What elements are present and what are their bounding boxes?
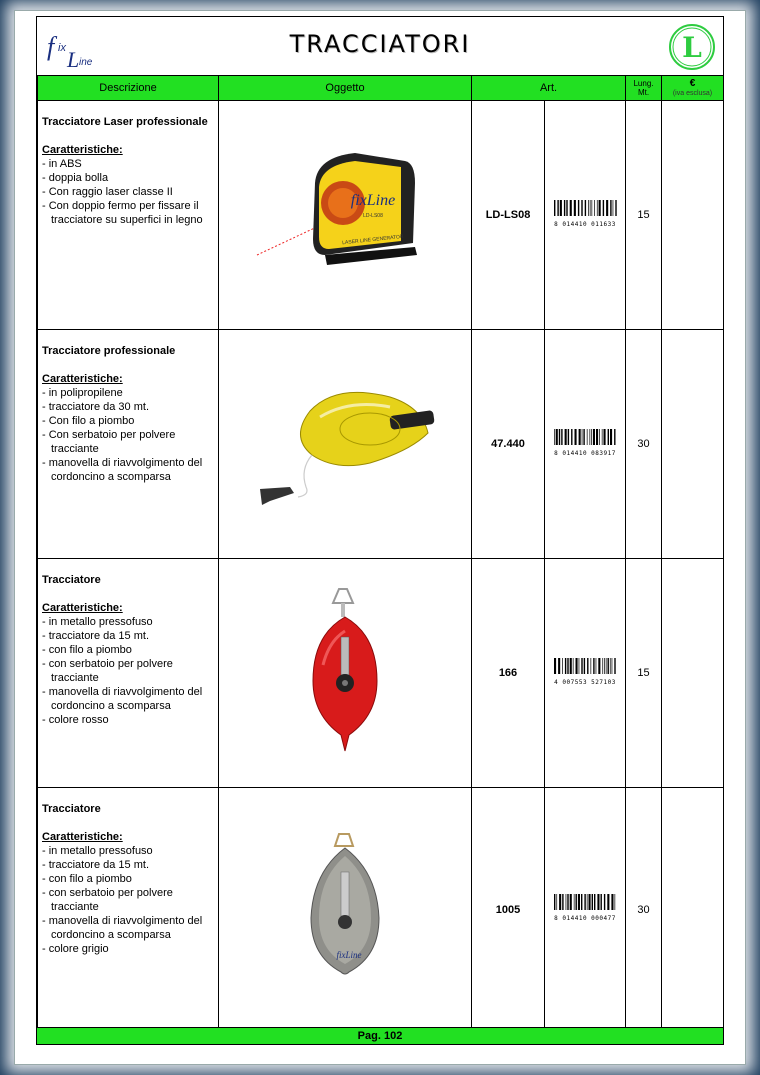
- red-chalk-line-image: [305, 585, 385, 757]
- feature-item: - Con serbatoio per polvere tracciante: [42, 428, 214, 456]
- svg-text:ine: ine: [79, 57, 93, 68]
- length-value: 30: [626, 788, 662, 1032]
- feature-item: - tracciatore da 15 mt.: [42, 629, 214, 643]
- product-name: Tracciatore: [42, 574, 101, 586]
- product-description: [38, 559, 219, 788]
- feature-item: - Con raggio laser classe II: [42, 185, 214, 199]
- product-name: Tracciatore: [42, 803, 101, 815]
- features-label: Caratteristiche:: [42, 373, 123, 385]
- svg-text:fixLine: fixLine: [336, 950, 362, 960]
- barcode: [552, 429, 618, 457]
- table-row: [38, 330, 724, 559]
- barcode-cell: [545, 559, 626, 788]
- length-value: 30: [626, 330, 662, 559]
- article-code: LD-LS08: [472, 101, 545, 330]
- barcode-number: 8 014410 083917: [554, 449, 616, 457]
- feature-item: - con serbatoio per polvere tracciante: [42, 657, 214, 685]
- article-code: 47.440: [472, 330, 545, 559]
- laser-tracer-image: [255, 143, 435, 283]
- feature-item: - manovella di riavvolgimento del cordoncino a scomparsa: [42, 456, 214, 484]
- svg-text:L: L: [682, 31, 702, 64]
- svg-text:ix: ix: [58, 42, 66, 54]
- features-label: Caratteristiche:: [42, 831, 123, 843]
- feature-item: - manovella di riavvolgimento del cordoncino a scomparsa: [42, 685, 214, 713]
- page-number: Pag. 102: [37, 1027, 723, 1044]
- article-code: 1005: [472, 788, 545, 1032]
- barcode: [552, 658, 618, 686]
- article-code: 166: [472, 559, 545, 788]
- price-value: [662, 788, 724, 1032]
- barcode-number: 8 014410 011633: [554, 220, 616, 228]
- barcode: [552, 894, 618, 922]
- page-title: TRACCIATORI: [289, 30, 471, 58]
- svg-text:L: L: [67, 47, 80, 69]
- product-image-cell: [219, 101, 472, 330]
- col-art: Art.: [472, 76, 626, 101]
- col-price: € (iva esclusa): [662, 76, 724, 101]
- catalog-page: [36, 16, 724, 1045]
- features-list: [42, 386, 214, 484]
- page-frame: [14, 10, 746, 1065]
- features-label: Caratteristiche:: [42, 602, 123, 614]
- features-label: Caratteristiche:: [42, 144, 123, 156]
- feature-item: - Con filo a piombo: [42, 414, 214, 428]
- product-image-cell: [219, 788, 472, 1032]
- feature-item: - tracciatore da 30 mt.: [42, 400, 214, 414]
- length-value: 15: [626, 559, 662, 788]
- price-value: [662, 101, 724, 330]
- col-descrizione: Descrizione: [38, 76, 219, 101]
- feature-item: - in metallo pressofuso: [42, 844, 214, 858]
- barcode-cell: [545, 330, 626, 559]
- feature-item: - in metallo pressofuso: [42, 615, 214, 629]
- product-table: [37, 75, 724, 1032]
- length-value: 15: [626, 101, 662, 330]
- table-row: [38, 788, 724, 1032]
- l-brand-logo: [667, 22, 717, 72]
- svg-text:fixLine: fixLine: [350, 191, 396, 209]
- col-oggetto: Oggetto: [219, 76, 472, 101]
- col-lung: Lung. Mt.: [626, 76, 662, 101]
- table-row: [38, 559, 724, 788]
- table-row: [38, 101, 724, 330]
- feature-item: - in polipropilene: [42, 386, 214, 400]
- feature-item: - con filo a piombo: [42, 872, 214, 886]
- feature-item: - colore grigio: [42, 942, 214, 956]
- barcode-cell: [545, 101, 626, 330]
- product-name: Tracciatore professionale: [42, 345, 176, 357]
- features-list: [42, 615, 214, 727]
- price-value: [662, 330, 724, 559]
- features-list: [42, 844, 214, 956]
- barcode: [552, 200, 618, 228]
- barcode-number: 8 014410 000477: [554, 915, 616, 922]
- feature-item: - Con doppio fermo per fissare il tracciatore su superfici in legno: [42, 199, 214, 227]
- grey-chalk-line-image: [305, 832, 385, 982]
- price-value: [662, 559, 724, 788]
- feature-item: - con filo a piombo: [42, 643, 214, 657]
- svg-text:f: f: [47, 32, 55, 61]
- features-list: [42, 157, 214, 227]
- barcode-number: 4 007553 527103: [554, 678, 616, 686]
- page-header: [37, 17, 723, 76]
- yellow-chalk-line-image: [250, 377, 440, 507]
- feature-item: - in ABS: [42, 157, 214, 171]
- product-description: [38, 788, 219, 1032]
- feature-item: - con serbatoio per polvere tracciante: [42, 886, 214, 914]
- feature-item: - doppia bolla: [42, 171, 214, 185]
- barcode-cell: [545, 788, 626, 1032]
- product-image-cell: [219, 559, 472, 788]
- product-name: Tracciatore Laser professionale: [42, 116, 208, 128]
- product-image-cell: [219, 330, 472, 559]
- feature-item: - colore rosso: [42, 713, 214, 727]
- svg-text:LASER LINE GENERATOR: LASER LINE GENERATOR: [342, 233, 404, 246]
- feature-item: - tracciatore da 15 mt.: [42, 858, 214, 872]
- product-description: [38, 330, 219, 559]
- svg-text:LD-LS08: LD-LS08: [363, 212, 383, 219]
- product-description: [38, 101, 219, 330]
- feature-item: - manovella di riavvolgimento del cordoncino a scomparsa: [42, 914, 214, 942]
